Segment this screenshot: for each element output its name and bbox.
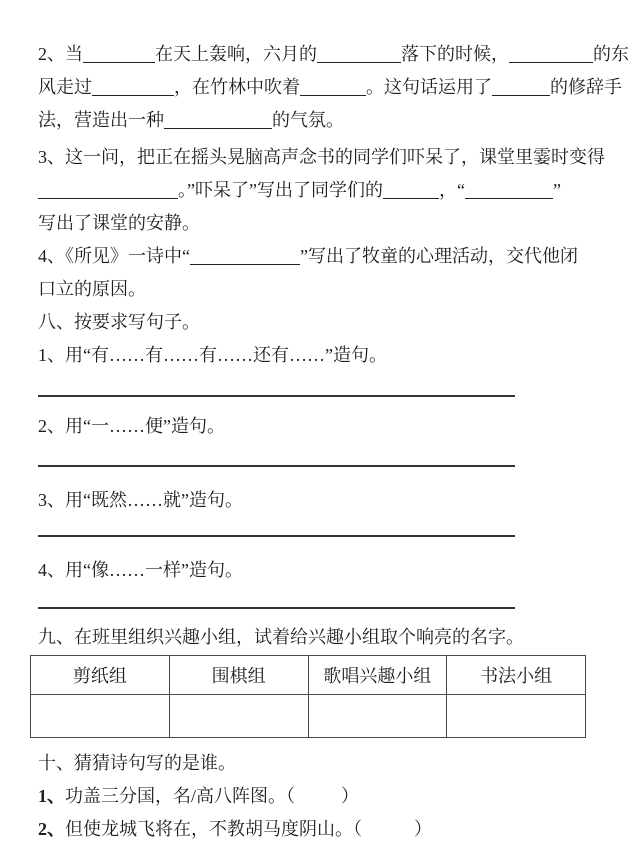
table-header-cell: 围棋组 [169, 656, 308, 695]
question-number: 2、 [38, 819, 65, 839]
section-8-question-4: 4、用“像……一样”造句。 [38, 560, 243, 580]
answer-rule [38, 395, 515, 397]
fill-blank [300, 83, 366, 96]
table-answer-cell [308, 695, 447, 738]
section-8-title: 八、按要求写句子。 [38, 312, 200, 332]
paren-close: ） [414, 819, 432, 839]
q2-text-h: 的修辞手 [550, 77, 622, 97]
q2-text-a: 2、当 [38, 44, 83, 64]
table-header-row [31, 656, 586, 695]
q2-text-d: 的东 [593, 44, 629, 64]
fill-blank [465, 186, 553, 199]
question-3-line-2 [38, 174, 640, 207]
poem-line: 功盖三分国，名/高八阵图。 [65, 786, 286, 806]
paren-open: （ [353, 819, 362, 839]
fill-blank [164, 116, 272, 129]
fill-blank [92, 83, 174, 96]
q2-text-i: 法，营造出一种 [38, 110, 164, 130]
fill-blank [383, 186, 439, 199]
q2-text-c: 落下的时候， [401, 44, 509, 64]
fill-blank [492, 83, 550, 96]
table-answer-cell [169, 695, 308, 738]
question-3-line-1 [38, 141, 640, 174]
paren-close: ） [341, 786, 359, 806]
section-8-question-2: 2、用“一……便”造句。 [38, 416, 225, 436]
answer-rule [38, 465, 515, 467]
q2-text-g: 。这句话运用了 [366, 77, 492, 97]
paren-open: （ [286, 786, 295, 806]
q2-text-j: 的气氛。 [272, 110, 344, 130]
fill-blank [83, 50, 155, 63]
answer-rule [38, 535, 515, 537]
table-header-cell: 剪纸组 [31, 656, 170, 695]
fill-blank [190, 252, 300, 265]
q3-text-b: 。”吓呆了”写出了同学们的 [178, 180, 383, 200]
fill-blank [509, 50, 593, 63]
poem-line: 但使龙城飞将在，不教胡马度阴山。 [65, 819, 353, 839]
section-10-question-1 [38, 780, 640, 813]
q3-text-e: 写出了课堂的安静。 [38, 213, 200, 233]
table-header-cell: 书法小组 [447, 656, 586, 695]
fill-blank [317, 50, 401, 63]
interest-group-table [30, 655, 586, 738]
question-3-line-3 [38, 207, 640, 240]
q3-text-d: ” [552, 180, 561, 200]
q2-text-e: 风走过 [38, 77, 92, 97]
question-2-line-3 [38, 104, 640, 137]
q3-text-c: ，“ [438, 180, 465, 200]
section-9-title: 九、在班里组织兴趣小组，试着给兴趣小组取个响亮的名字。 [38, 627, 524, 647]
question-4-line-2 [38, 273, 640, 306]
question-number: 1、 [38, 786, 65, 806]
q2-text-b: 在天上轰响，六月的 [155, 44, 317, 64]
section-10-question-2 [38, 813, 640, 843]
table-answer-cell [31, 695, 170, 738]
q4-text-a: 4、《所见》一诗中“ [38, 246, 190, 266]
q3-text-a: 3、这一问，把正在摇头晃脑高声念书的同学们吓呆了，课堂里霎时变得 [38, 147, 605, 167]
question-2-line-2 [38, 71, 640, 104]
q2-text-f: ，在竹林中吹着 [174, 77, 300, 97]
table-answer-cell [447, 695, 586, 738]
question-4-line-1 [38, 240, 640, 273]
section-10-title: 十、猜猜诗句写的是谁。 [38, 753, 236, 773]
question-2-line-1 [38, 38, 640, 71]
table-header-cell: 歌唱兴趣小组 [308, 656, 447, 695]
table-answer-row [31, 695, 586, 738]
fill-blank [38, 186, 178, 199]
answer-rule [38, 607, 515, 609]
section-8-question-3: 3、用“既然……就”造句。 [38, 490, 243, 510]
section-8-question-1: 1、用“有……有……有……还有……”造句。 [38, 345, 387, 365]
q4-text-b: ”写出了牧童的心理活动，交代他闭 [300, 246, 578, 266]
q4-text-c: 口立的原因。 [38, 279, 146, 299]
